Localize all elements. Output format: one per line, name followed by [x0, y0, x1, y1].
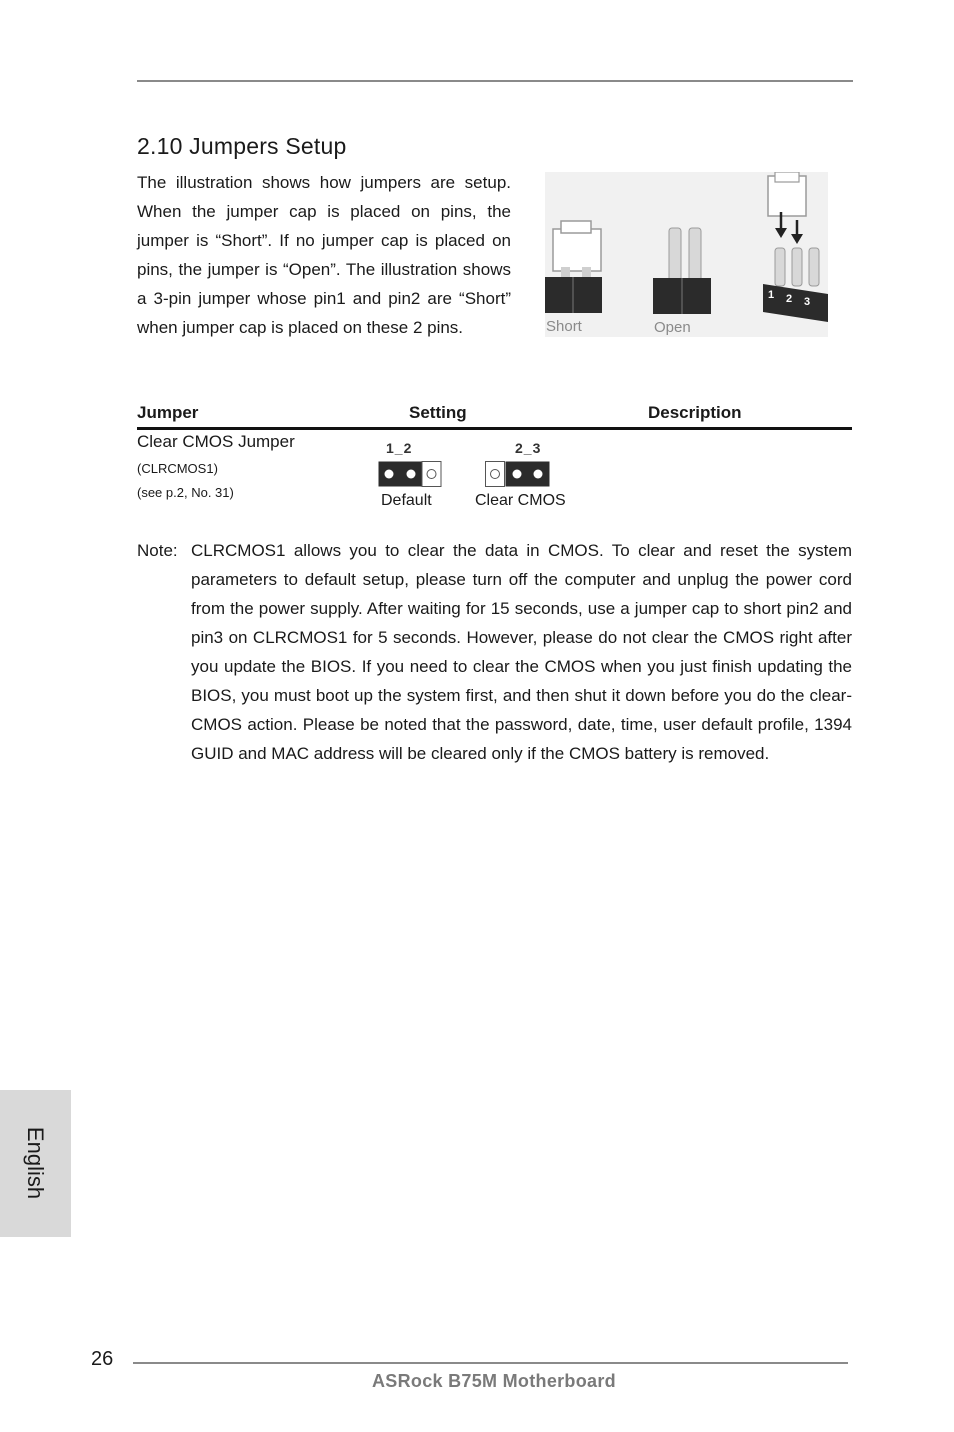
section-heading: 2.10 Jumpers Setup: [137, 133, 347, 159]
header-description: Description: [648, 403, 742, 422]
clear-cmos-pins-label: 2_3: [515, 440, 542, 456]
page-number: 26: [91, 1348, 114, 1370]
short-label: Short: [546, 318, 582, 335]
note-body: CLRCMOS1 allows you to clear the data in CMOS. To clear and reset the system parameters to default setup, please turn off the computer and unplug the power cord from the power supply. After waiting for 15 seconds, use a jumper cap to short pin2 and pin3 on CLRCMOS1 for 5 seconds. However, please do not clear the CMOS right after you update the BIOS. If you need to clear the CMOS when you just finish updating the BIOS, you must boot up the system first, and then shut it down before you do the clear-CMOS action. Please be noted that the password, date, time, user default profile, 1394 GUID and MAC address will be cleared only if the CMOS battery is removed.: [191, 541, 852, 763]
clear-cmos-pin-diagram: [485, 461, 550, 487]
intro-paragraph: The illustration shows how jumpers are setup. When the jumper cap is placed on pins, the jumper is “Short”. If no jumper cap is placed on pins, the jumper is “Open”. The illustration shows a 3-pin jumper whose pin1 and pin2 are “Short” when jumper cap is placed on these 2 pins.: [137, 173, 511, 337]
short-jumper-graphic: [545, 221, 602, 313]
language-side-tab: [0, 1090, 71, 1237]
default-pins-label: 1_2: [386, 440, 413, 456]
language-tab-label: English: [23, 1126, 48, 1200]
jumper-id: (CLRCMOS1): [137, 461, 218, 476]
header-setting: Setting: [409, 403, 467, 422]
jumper-reference: (see p.2, No. 31): [137, 485, 234, 500]
jumper-name: Clear CMOS Jumper: [137, 432, 295, 451]
bottom-rule: [133, 1362, 848, 1364]
jumper-illustration: [545, 172, 828, 337]
jumper-table-header: [137, 401, 852, 430]
default-setting-label: Default: [381, 492, 432, 509]
clear-cmos-setting-label: Clear CMOS: [475, 492, 566, 509]
note-label: Note:: [137, 541, 178, 560]
header-jumper: Jumper: [137, 403, 199, 422]
default-pin-diagram: [378, 461, 442, 487]
pin-number-2: 2: [786, 293, 793, 305]
open-label: Open: [654, 319, 691, 336]
footer-title: ASRock B75M Motherboard: [372, 1371, 616, 1391]
pin-number-3: 3: [804, 296, 811, 308]
pin-number-1: 1: [768, 289, 775, 301]
top-rule: [137, 80, 853, 82]
